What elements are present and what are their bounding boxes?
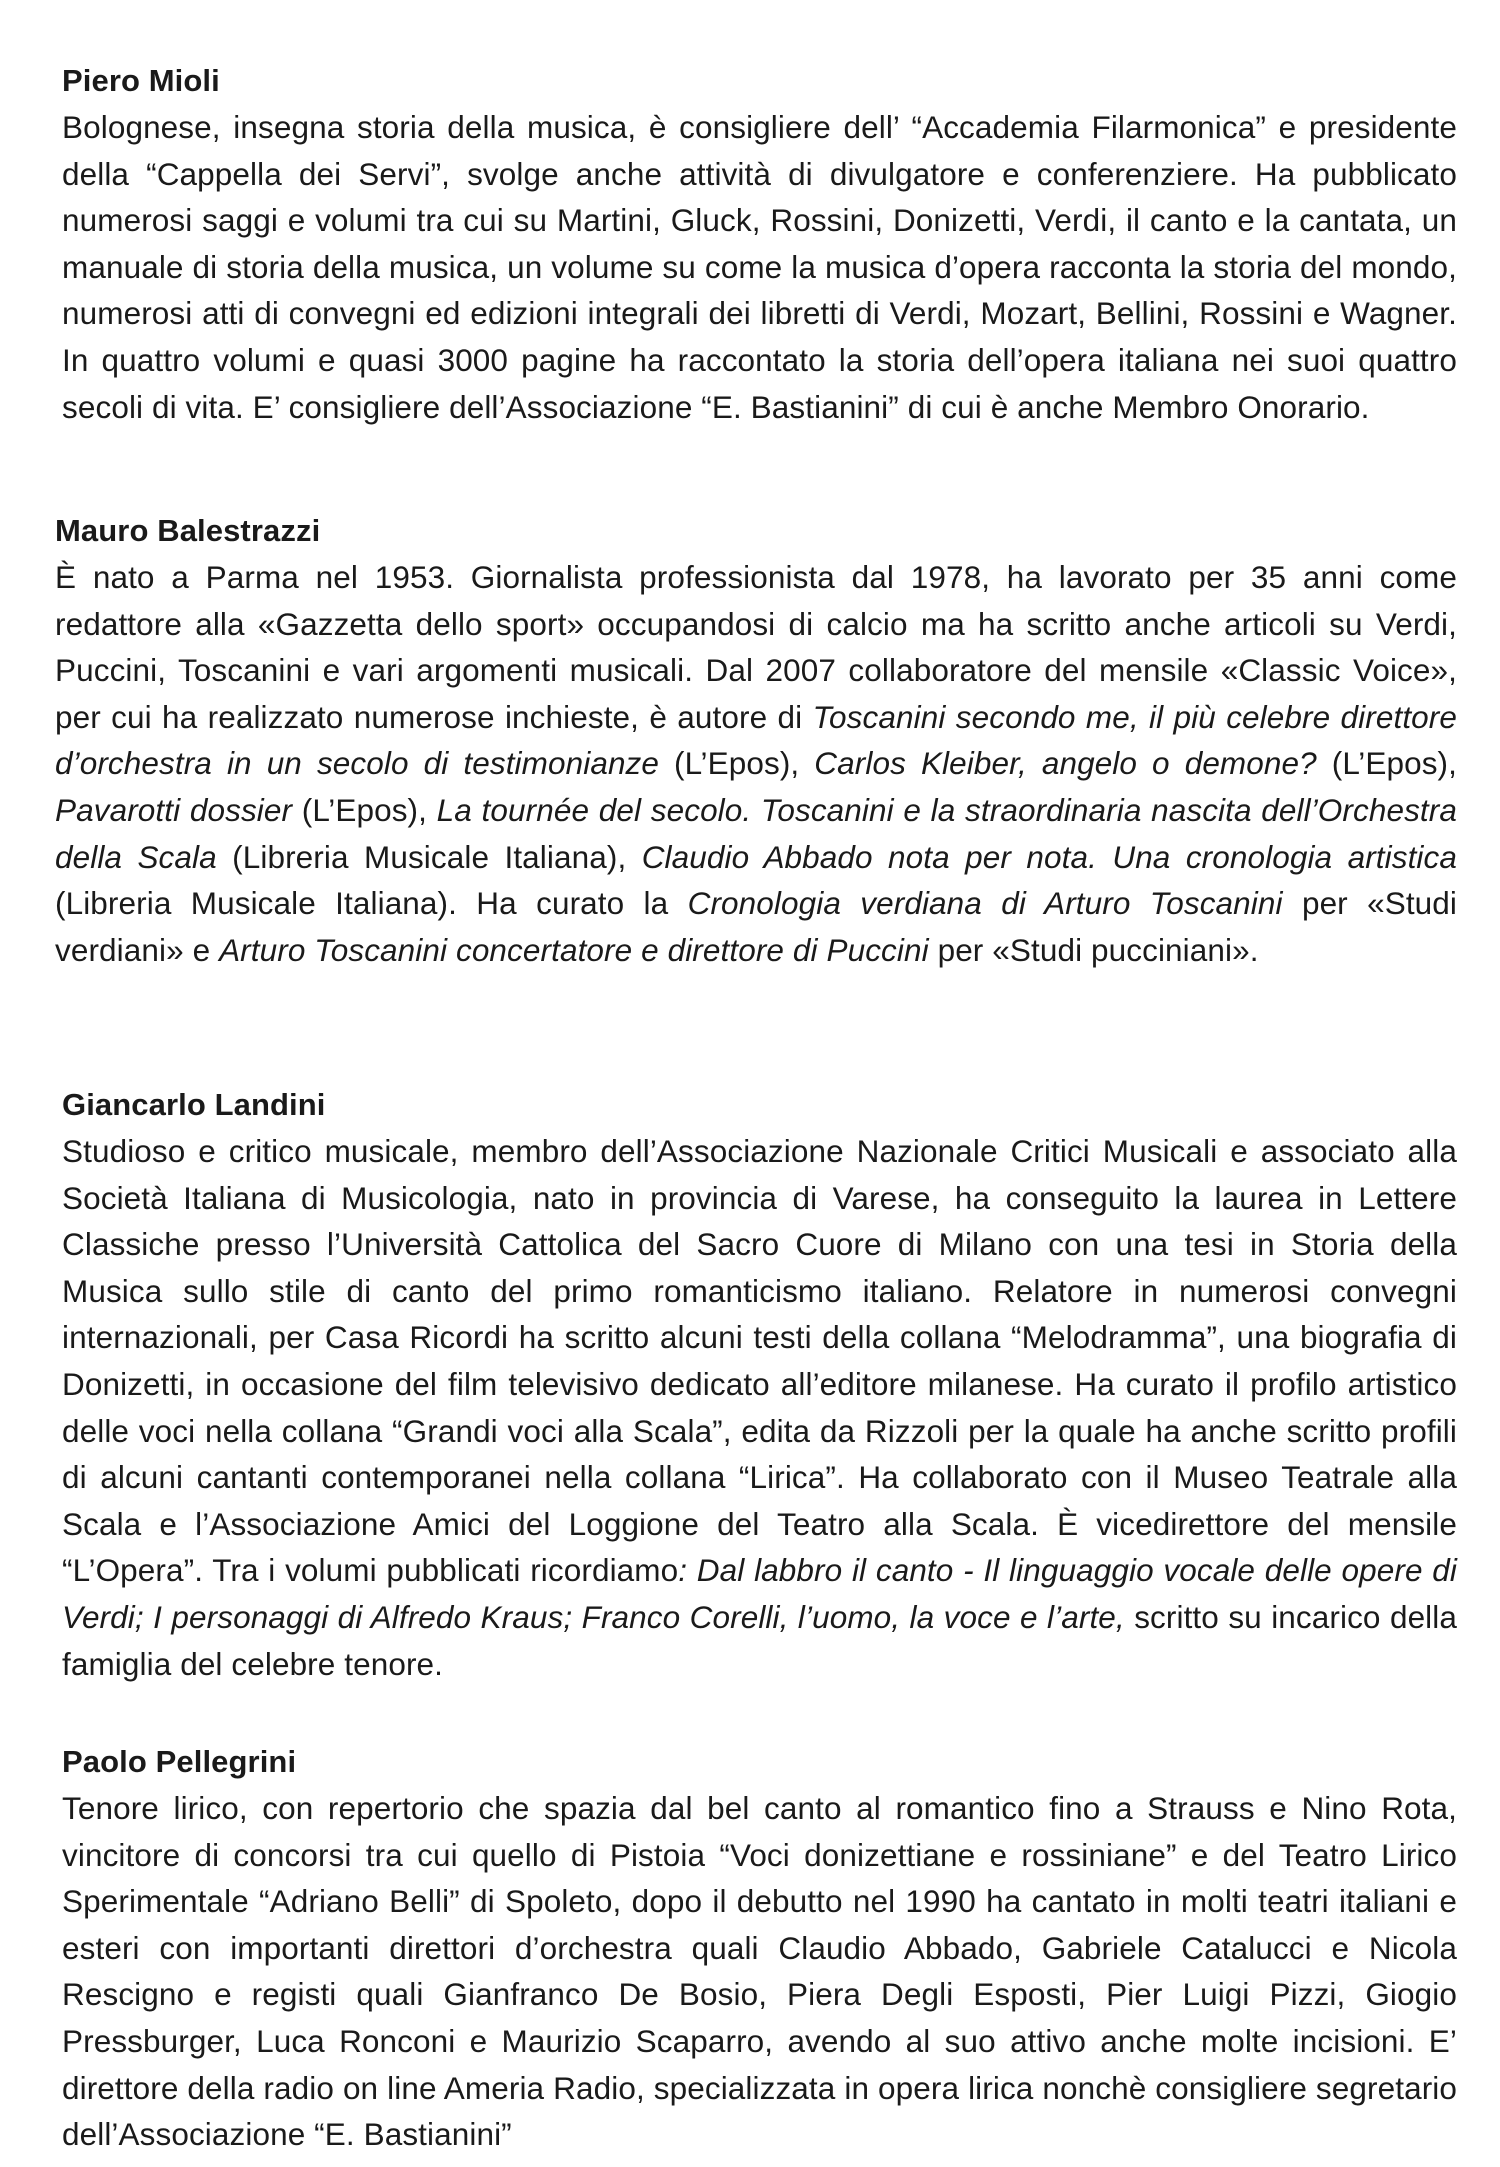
bio-name: Paolo Pellegrini	[62, 1744, 297, 1779]
bio-text	[62, 1128, 1457, 1687]
bio-mauro-balestrazzi	[55, 508, 1457, 973]
bio-text-segment: È nato a Parma nel 1953. Giornalista professionista dal 1978, ha lavorato per 35 anni come redattore alla «Gazzetta dello sport» occupandosi di calcio ma ha scritto anche articoli su Verdi, Puccini, Toscanini e vari argomenti musicali. Dal 2007 collaboratore del mensile «Classic Voice», per cui ha realizzato numerose inchieste, è autore di	[55, 559, 1457, 735]
bio-name: Giancarlo Landini	[62, 1087, 326, 1122]
bio-name: Mauro Balestrazzi	[55, 513, 321, 548]
bio-text-segment: (L’Epos),	[1316, 745, 1457, 782]
book-title: Arturo Toscanini concertatore e direttore di Puccini	[219, 931, 929, 968]
bio-text-segment: per «Studi verdiani» e	[55, 885, 1458, 968]
bio-text-segment: (L’Epos),	[659, 745, 815, 782]
bio-text-segment: (L’Epos),	[292, 791, 437, 828]
book-title: Cronologia verdiana di Arturo Toscanini	[687, 885, 1283, 922]
book-title: Claudio Abbado nota per nota. Una cronologia artistica	[641, 838, 1457, 875]
book-title: La tournée del secolo. Toscanini e la straordinaria nascita dell’Orchestra della Scala	[55, 791, 1457, 875]
book-title: Carlos Kleiber, angelo o demone?	[814, 745, 1317, 782]
bio-text-segment: Studioso e critico musicale, membro dell’Associazione Nazionale Critici Musicali e associato alla Società Italiana di Musicologia, nato in provincia di Varese, ha conseguito la laurea in Lettere Classiche presso l’Università Cattolica del Sacro Cuore di Milano con una tesi in Storia della Musica sullo stile di canto del primo romanticismo italiano. Relatore in numerosi convegni internazionali, per Casa Ricordi ha scritto alcuni testi della collana “Melodramma”, una biografia di Donizetti, in occasione del film televisivo dedicato all’editore milanese. Ha curato il profilo artistico delle voci nella collana “Grandi voci alla Scala”, edita da Rizzoli per la quale ha anche scritto profili di alcuni cantanti contemporanei nella collana “Lirica”. Ha collaborato con il Museo Teatrale alla Scala e l’Associazione Amici del Loggione del Teatro alla Scala. È vicedirettore del mensile “L’Opera”. Tra i volumi pubblicati ricordiamo	[62, 1133, 1457, 1589]
bio-text-segment: (Libreria Musicale Italiana). Ha curato la	[55, 885, 688, 922]
bio-text	[55, 554, 1457, 973]
book-title: : Dal labbro il canto - Il linguaggio vocale delle opere di Verdi; I personaggi di Alfredo Kraus; Franco Corelli, l’uomo, la voce e l’arte,	[62, 1552, 1457, 1635]
book-title: Toscanini secondo me, il più celebre direttore d’orchestra in un secolo di testimonianze	[55, 698, 1458, 782]
bio-name: Piero Mioli	[62, 63, 220, 98]
book-title: Pavarotti dossier	[55, 791, 293, 828]
bio-text: Tenore lirico, con repertorio che spazia dal bel canto al romantico fino a Strauss e Nino Rota, vincitore di concorsi tra cui quello di Pistoia “Voci donizettiane e rossiniane” e del Teatro Lirico Sperimentale “Adriano Belli” di Spoleto, dopo il debutto nel 1990 ha cantato in molti teatri italiani e esteri con importanti direttori d’orchestra quali Claudio Abbado, Gabriele Catalucci e Nicola Rescigno e registi quali Gianfranco De Bosio, Piera Degli Esposti, Pier Luigi Pizzi, Giogio Pressburger, Luca Ronconi e Maurizio Scaparro, avendo al suo attivo anche molte incisioni. E’ direttore della radio on line Ameria Radio, specializzata in opera lirica nonchè consigliere segretario dell’Associazione “E. Bastianini”	[62, 1790, 1457, 2153]
bio-text-segment: per «Studi pucciniani».	[928, 931, 1259, 968]
bio-piero-mioli	[62, 58, 1457, 430]
bio-text: Bolognese, insegna storia della musica, è consigliere dell’ “Accademia Filarmonica” e presidente della “Cappella dei Servi”, svolge anche attività di divulgatore e conferenziere. Ha pubblicato numerosi saggi e volumi tra cui su Martini, Gluck, Rossini, Donizetti, Verdi, il canto e la cantata, un manuale di storia della musica, un volume su come la musica d’opera racconta la storia del mondo, numerosi atti di convegni ed edizioni integrali dei libretti di Verdi, Mozart, Bellini, Rossini e Wagner. In quattro volumi e quasi 3000 pagine ha raccontato la storia dell’opera italiana nei suoi quattro secoli di vita. E’ consigliere dell’Associazione “E. Bastianini” di cui è anche Membro Onorario.	[62, 109, 1457, 425]
bio-text-segment: (Libreria Musicale Italiana),	[216, 838, 642, 875]
bio-giancarlo-landini	[62, 1082, 1457, 1687]
bio-text-segment: scritto su incarico della famiglia del celebre tenore.	[62, 1598, 1458, 1682]
bio-paolo-pellegrini	[62, 1739, 1457, 2158]
